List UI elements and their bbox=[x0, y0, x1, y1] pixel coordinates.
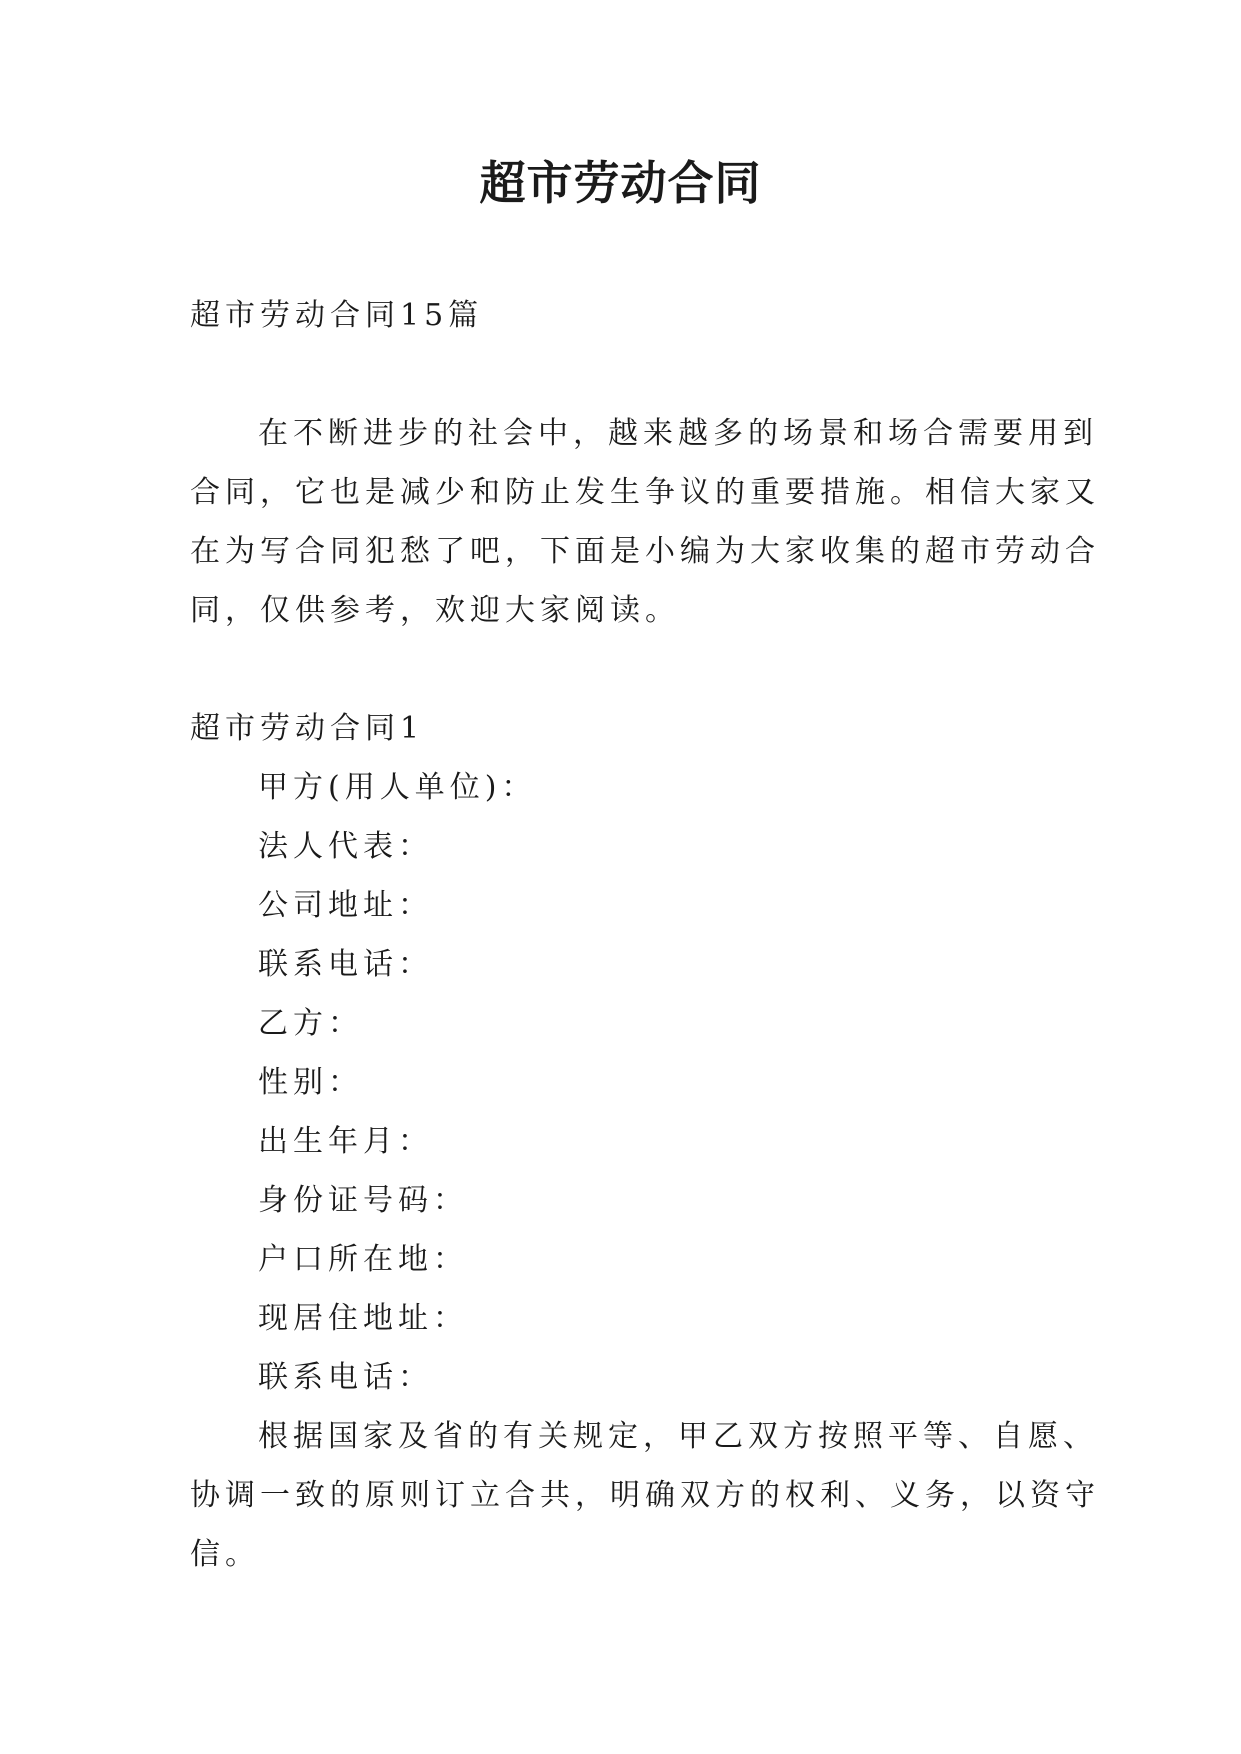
document-subtitle: 超市劳动合同15篇 bbox=[190, 298, 484, 333]
field-birth-date: 出生年月： bbox=[258, 1124, 433, 1159]
field-employer-phone: 联系电话： bbox=[258, 947, 433, 982]
closing-paragraph bbox=[190, 1407, 1100, 1584]
intro-line: 在不断进步的社会中，越来越多的场景和场合需要用到 bbox=[258, 416, 1098, 451]
closing-line: 信。 bbox=[190, 1537, 260, 1572]
document-body bbox=[190, 286, 1100, 1584]
intro-line: 合同，它也是减少和防止发生争议的重要措施。相信大家又 bbox=[190, 475, 1100, 510]
field-current-address: 现居住地址： bbox=[258, 1301, 468, 1336]
intro-paragraph bbox=[190, 404, 1100, 640]
field-gender: 性别： bbox=[258, 1065, 363, 1100]
field-company-address: 公司地址： bbox=[258, 888, 433, 923]
field-legal-representative: 法人代表： bbox=[258, 829, 433, 864]
field-employee: 乙方： bbox=[258, 1006, 363, 1041]
field-household-registration: 户口所在地： bbox=[258, 1242, 468, 1277]
document-title: 超市劳动合同 bbox=[479, 156, 762, 210]
contract-fields bbox=[190, 758, 1060, 1407]
field-id-number: 身份证号码： bbox=[258, 1183, 468, 1218]
closing-line: 协调一致的原则订立合共，明确双方的权利、义务，以资守 bbox=[190, 1478, 1100, 1513]
intro-line: 同，仅供参考，欢迎大家阅读。 bbox=[190, 593, 680, 628]
field-employer: 甲方(用人单位)： bbox=[258, 770, 537, 805]
intro-line: 在为写合同犯愁了吧，下面是小编为大家收集的超市劳动合 bbox=[190, 534, 1100, 569]
section-heading: 超市劳动合同1 bbox=[190, 711, 425, 746]
field-employee-phone: 联系电话： bbox=[258, 1360, 433, 1395]
closing-line: 根据国家及省的有关规定，甲乙双方按照平等、自愿、 bbox=[258, 1419, 1098, 1454]
